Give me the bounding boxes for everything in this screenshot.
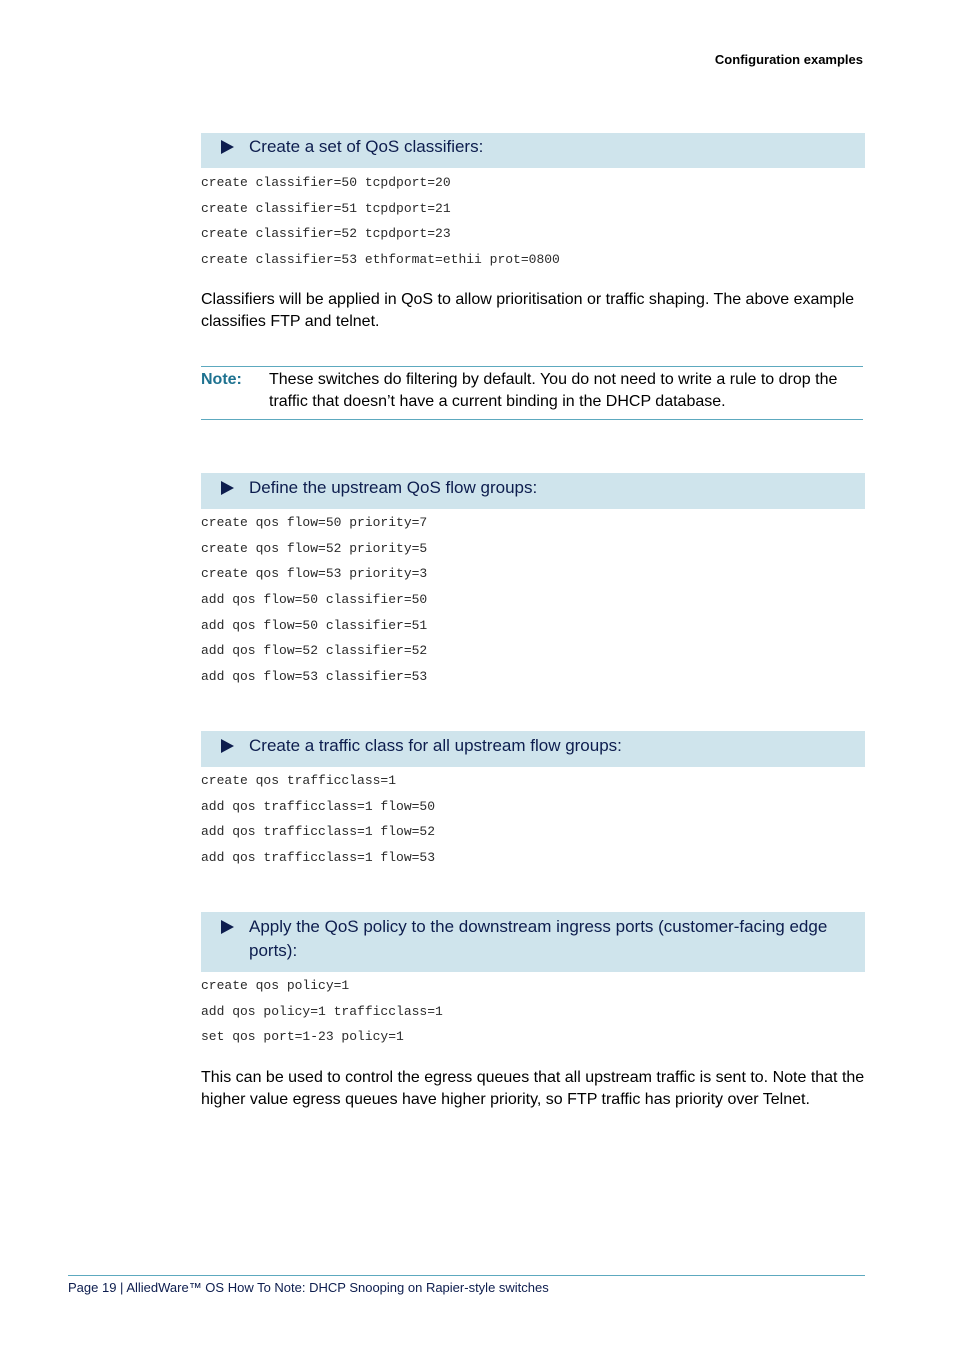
code-line: add qos flow=53 classifier=53 [201,669,428,685]
code-line: set qos port=1-23 policy=1 [201,1029,404,1045]
code-line: create classifier=52 tcpdport=23 [201,226,451,242]
step-heading-classifiers [201,133,865,168]
note-text: These switches do filtering by default. You do not need to write a rule to drop the traffic that doesn’t have a current binding in the DHCP database. [269,371,838,410]
page-footer: Page 19 | AlliedWare™ OS How To Note: DHCP Snooping on Rapier-style switches [68,1280,549,1295]
code-line: create classifier=53 ethformat=ethii prot=0800 [201,252,560,268]
code-line: add qos trafficclass=1 flow=50 [201,798,436,814]
egress-explanation: This can be used to control the egress queues that all upstream traffic is sent to. Note that the higher value egress queues have higher priority, so FTP traffic has priority over Telnet. [201,1069,865,1108]
code-block-classifiers [201,170,560,273]
code-line: create qos flow=50 priority=7 [201,515,428,530]
step-heading-qos-policy [201,912,865,972]
code-line: add qos flow=50 classifier=51 [201,617,428,633]
triangle-right-icon [221,915,235,939]
classifiers-explanation: Classifiers will be applied in QoS to allow prioritisation or traffic shaping. The above example classifies FTP and telnet. [201,291,855,330]
step-heading-traffic-class [201,731,865,767]
code-line: add qos policy=1 trafficclass=1 [201,1003,443,1019]
code-block-qos-policy [201,973,443,1050]
code-line: create qos flow=52 priority=5 [201,540,428,556]
step-heading-text: Define the upstream QoS flow groups: [249,478,538,497]
code-line: create qos flow=53 priority=3 [201,566,428,582]
step-heading-text: Apply the QoS policy to the downstream ingress ports (customer-facing edge ports): [249,917,828,960]
note-box [201,366,863,420]
note-label: Note: [201,371,242,388]
code-line: create qos policy=1 [201,978,350,993]
code-line: add qos flow=52 classifier=52 [201,643,428,659]
code-line: create classifier=50 tcpdport=20 [201,175,451,190]
step-heading-text: Create a set of QoS classifiers: [249,137,484,156]
running-header: Configuration examples [714,52,863,67]
code-line: add qos trafficclass=1 flow=53 [201,850,436,866]
step-heading-text: Create a traffic class for all upstream flow groups: [249,736,622,755]
code-line: add qos flow=50 classifier=50 [201,592,428,608]
footer-divider [68,1275,865,1276]
triangle-right-icon [221,135,235,159]
code-block-traffic-class [201,768,435,871]
triangle-right-icon [221,476,235,500]
code-line: create classifier=51 tcpdport=21 [201,200,451,216]
code-block-flow-groups [201,510,427,690]
code-line: add qos trafficclass=1 flow=52 [201,824,436,840]
triangle-right-icon [221,734,235,758]
step-heading-flow-groups [201,473,865,509]
code-line: create qos trafficclass=1 [201,773,397,788]
